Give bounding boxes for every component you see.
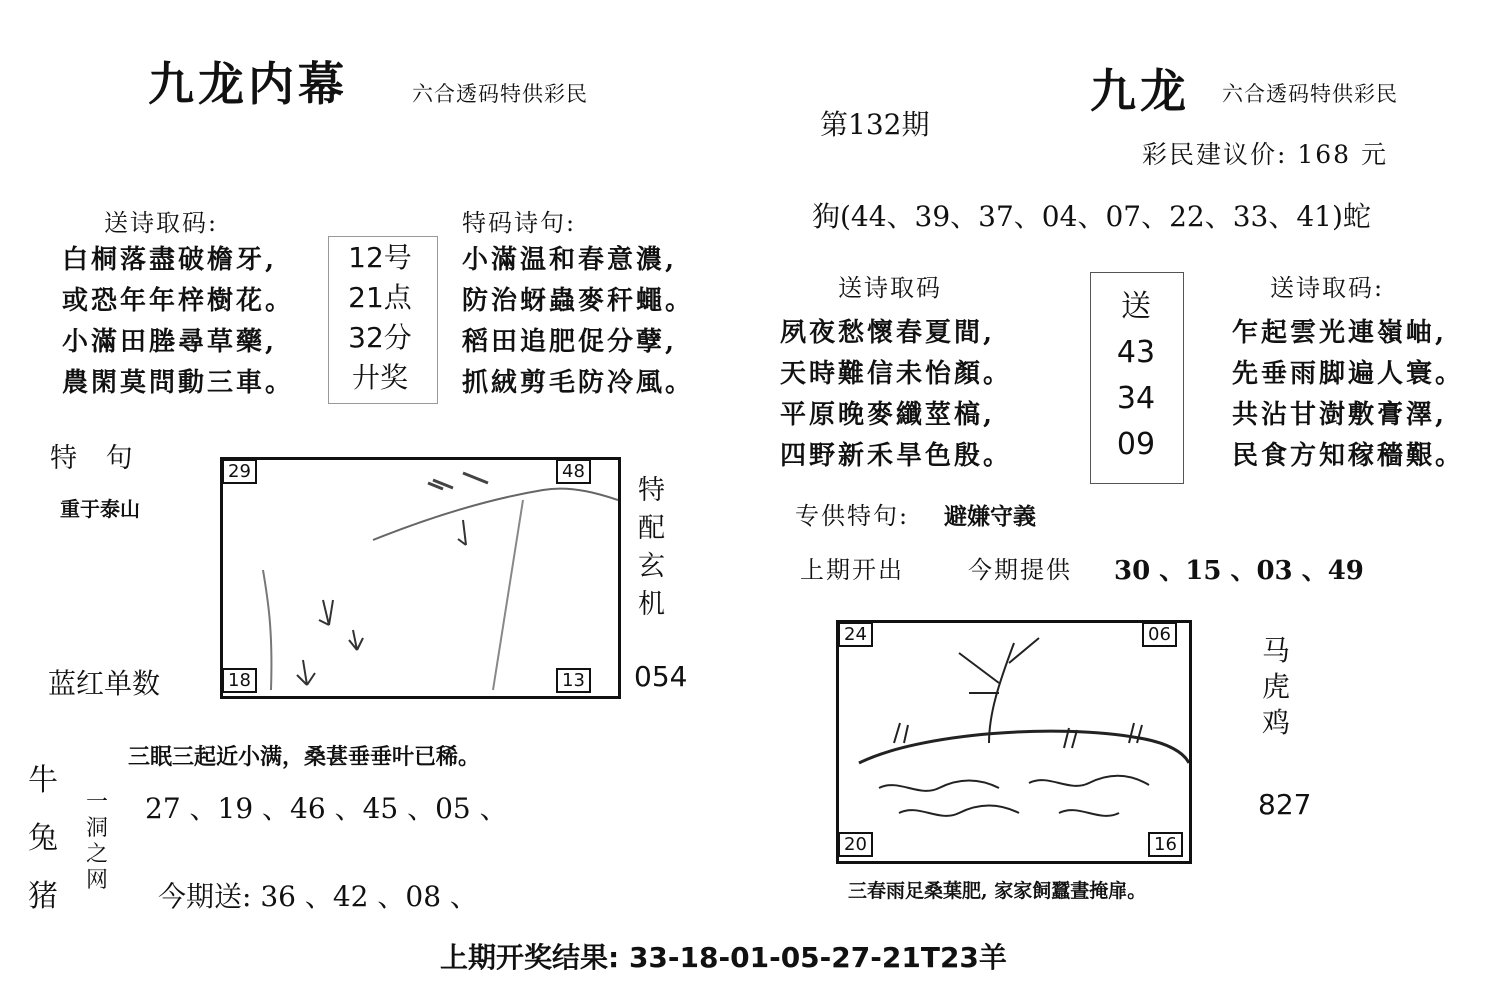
zodiac-char: 兔 <box>28 821 58 856</box>
poem-line: 防治蚜蟲麥秆蠅。 <box>462 286 695 316</box>
left-numbers-row: 27 、19 、46 、45 、05 、 <box>145 792 508 825</box>
right-poem1-header: 送诗取码 <box>838 274 942 302</box>
left-center-box-text <box>345 238 415 398</box>
poem-line: 共沾甘澍敷膏澤, <box>1232 400 1448 430</box>
right-animals-vertical <box>1262 633 1290 741</box>
vertical-char: 机 <box>638 589 665 620</box>
right-pic-corner-bl: 20 <box>838 832 873 857</box>
left-pic-corner-tr: 48 <box>556 459 591 484</box>
right-subtitle: 六合透码特供彩民 <box>1222 82 1398 106</box>
box-line: 43 <box>1116 335 1156 370</box>
left-zodiac-vertical <box>28 752 58 926</box>
net-char: 一 <box>86 790 109 815</box>
box-line: 廾奖 <box>351 361 408 394</box>
box-line: 34 <box>1116 381 1156 416</box>
left-code: 054 <box>634 660 688 693</box>
right-caption: 三春雨足桑葉肥, 家家飼蠶晝掩扉。 <box>848 880 1147 902</box>
vertical-char: 特 <box>638 475 665 506</box>
left-net-label <box>86 790 108 894</box>
poem-line: 民食方知稼穡艱。 <box>1232 441 1465 471</box>
animal-char: 鸡 <box>1262 706 1291 739</box>
left-pic-corner-br: 13 <box>556 668 591 693</box>
poem-line: 稻田追肥促分孽, <box>462 327 678 357</box>
left-poem2-header: 特码诗句: <box>462 209 577 237</box>
left-quote: 三眠三起近小满，桑葚垂垂叶已稀。 <box>128 744 481 770</box>
left-subtitle: 六合透码特供彩民 <box>412 82 588 106</box>
provide-label: 今期提供 <box>968 556 1072 584</box>
box-line: 09 <box>1116 427 1156 462</box>
left-special-label: 特 句 <box>50 443 143 474</box>
right-pic-corner-br: 16 <box>1148 832 1183 857</box>
poem-line: 或恐年年梓樹花。 <box>62 286 295 316</box>
vertical-char: 配 <box>638 513 665 544</box>
vertical-char: 玄 <box>638 551 665 582</box>
right-poem1 <box>780 313 1012 477</box>
right-title: 九龙 <box>1090 64 1190 118</box>
right-pic-corner-tl: 24 <box>838 622 873 647</box>
price: 彩民建议价: 168 元 <box>1142 140 1389 169</box>
numbers-line: 狗(44、39、37、04、07、22、33、41)蛇 <box>812 200 1371 233</box>
poem-line: 小滿温和春意濃, <box>462 245 678 275</box>
left-blue-red: 蓝红单数 <box>48 667 161 700</box>
box-line: 送 <box>1121 289 1151 324</box>
last-open-label: 上期开出 <box>800 556 904 584</box>
left-riddle-picture <box>220 457 621 699</box>
last-result: 上期开奖结果: 33-18-01-05-27-21T23羊 <box>440 941 1007 974</box>
issue-number: 第132期 <box>820 108 930 141</box>
animal-char: 虎 <box>1262 670 1291 703</box>
right-sketch <box>839 623 1189 861</box>
zodiac-char: 牛 <box>28 763 58 798</box>
net-char: 洞 <box>86 816 109 841</box>
right-poem2-header: 送诗取码: <box>1270 274 1385 302</box>
box-line: 32分 <box>348 321 412 354</box>
left-poem1-header: 送诗取码: <box>104 209 219 237</box>
poem-line: 先垂雨脚遍人寰。 <box>1232 359 1465 389</box>
poem-line: 農閑莫問動三車。 <box>62 368 295 398</box>
left-sketch <box>223 460 618 696</box>
left-vertical-hint <box>638 472 665 624</box>
right-poem2 <box>1232 313 1464 477</box>
poem-line: 夙夜愁懷春夏間, <box>780 318 996 348</box>
left-special-value: 重于泰山 <box>60 497 140 521</box>
left-pic-corner-tl: 29 <box>222 459 257 484</box>
box-line: 12号 <box>348 241 412 274</box>
zodiac-char: 猪 <box>28 879 58 914</box>
right-special-label: 专供特句: <box>795 502 910 530</box>
left-poem2 <box>462 240 694 404</box>
poem-line: 四野新禾旱色殷。 <box>780 441 1013 471</box>
right-code: 827 <box>1258 788 1312 821</box>
left-today-send: 今期送: 36 、42 、08 、 <box>158 880 478 913</box>
poem-line: 平原晚麥纖莖槁, <box>780 400 996 430</box>
poem-line: 天時難信未怡顏。 <box>780 359 1013 389</box>
right-center-box-text <box>1100 284 1172 468</box>
poem-line: 抓絨剪毛防冷風。 <box>462 368 695 398</box>
net-char: 之 <box>86 842 109 867</box>
right-riddle-picture <box>836 620 1192 864</box>
right-special-value: 避嫌守義 <box>944 503 1036 530</box>
poem-line: 白桐落盡破檐牙, <box>62 245 278 275</box>
left-pic-corner-bl: 18 <box>222 668 257 693</box>
left-poem1 <box>62 240 294 404</box>
poem-line: 乍起雲光連嶺岫, <box>1232 318 1448 348</box>
poem-line: 小滿田塍尋草藥, <box>62 327 278 357</box>
animal-char: 马 <box>1262 634 1291 667</box>
right-pic-corner-tr: 06 <box>1142 622 1177 647</box>
box-line: 21点 <box>348 281 412 314</box>
provide-values: 30 、15 、03 、49 <box>1114 556 1364 586</box>
left-title: 九龙内幕 <box>148 57 348 111</box>
net-char: 网 <box>86 868 109 893</box>
